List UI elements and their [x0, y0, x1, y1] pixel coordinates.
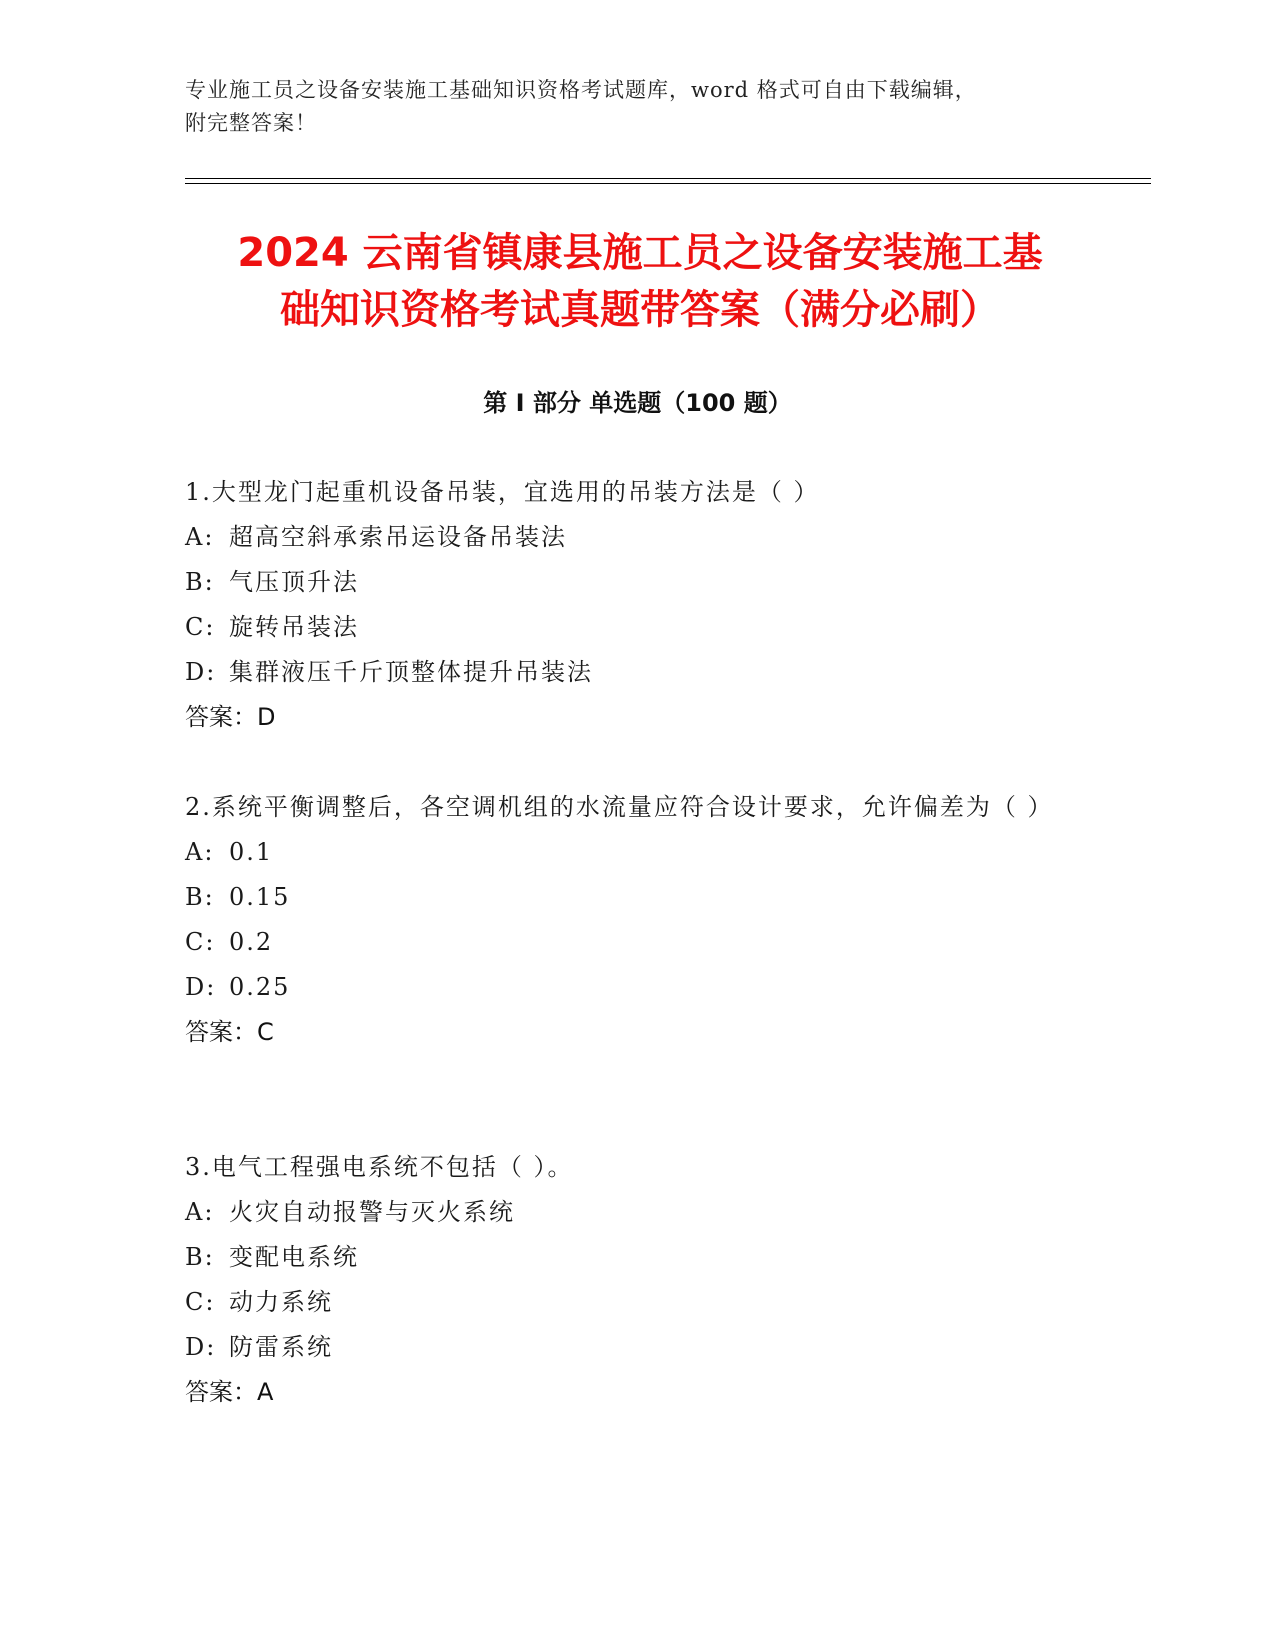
option-text: 火灾自动报警与灭火系统 — [229, 1198, 515, 1226]
header-note — [185, 74, 1085, 140]
question-stem: 2.系统平衡调整后，各空调机组的水流量应符合设计要求，允许偏差为（ ） — [185, 793, 1054, 821]
option-letter: B: — [185, 568, 215, 596]
question-stem: 3.电气工程强电系统不包括（ ）。 — [185, 1153, 574, 1181]
document-title — [160, 225, 1120, 339]
option-a — [185, 515, 1065, 560]
option-letter: D: — [185, 1333, 217, 1361]
question-3 — [185, 1145, 1065, 1415]
option-text: 旋转吊装法 — [229, 613, 359, 641]
option-text: 动力系统 — [229, 1288, 333, 1316]
option-letter: A: — [185, 1198, 215, 1226]
header-divider-top — [185, 178, 1151, 179]
option-a — [185, 1190, 1065, 1235]
question-1 — [185, 470, 1065, 740]
option-text: 0.2 — [229, 928, 274, 956]
option-text: 0.15 — [229, 883, 291, 911]
option-c — [185, 920, 1065, 965]
header-note-line1: 专业施工员之设备安装施工基础知识资格考试题库，word 格式可自由下载编辑， — [185, 78, 977, 102]
document-title-line1: 2024 云南省镇康县施工员之设备安装施工基 — [237, 230, 1043, 276]
answer: 答案：A — [185, 1378, 274, 1406]
question-stem: 1.大型龙门起重机设备吊装，宜选用的吊装方法是（ ） — [185, 478, 820, 506]
answer: 答案：D — [185, 703, 276, 731]
option-b — [185, 560, 1065, 605]
question-2 — [185, 785, 1065, 1055]
option-a — [185, 830, 1065, 875]
option-letter: D: — [185, 658, 217, 686]
option-text: 防雷系统 — [229, 1333, 333, 1361]
option-text: 变配电系统 — [229, 1243, 359, 1271]
option-letter: A: — [185, 523, 215, 551]
option-text: 集群液压千斤顶整体提升吊装法 — [229, 658, 593, 686]
option-b — [185, 1235, 1065, 1280]
option-text: 0.25 — [229, 973, 291, 1001]
option-letter: D: — [185, 973, 217, 1001]
option-letter: B: — [185, 883, 215, 911]
option-text: 气压顶升法 — [229, 568, 359, 596]
option-letter: C: — [185, 613, 216, 641]
header-divider-bottom — [185, 183, 1151, 184]
option-letter: B: — [185, 1243, 215, 1271]
option-c — [185, 605, 1065, 650]
option-d — [185, 965, 1065, 1010]
section-title: 第 I 部分 单选题（100 题） — [483, 389, 792, 417]
option-text: 超高空斜承索吊运设备吊装法 — [229, 523, 567, 551]
option-letter: C: — [185, 1288, 216, 1316]
option-letter: C: — [185, 928, 216, 956]
header-note-line2: 附完整答案！ — [185, 111, 317, 135]
option-d — [185, 650, 1065, 695]
option-d — [185, 1325, 1065, 1370]
option-letter: A: — [185, 838, 215, 866]
document-title-line2: 础知识资格考试真题带答案（满分必刷） — [280, 287, 1000, 333]
answer: 答案：C — [185, 1018, 274, 1046]
option-b — [185, 875, 1065, 920]
option-text: 0.1 — [229, 838, 274, 866]
option-c — [185, 1280, 1065, 1325]
